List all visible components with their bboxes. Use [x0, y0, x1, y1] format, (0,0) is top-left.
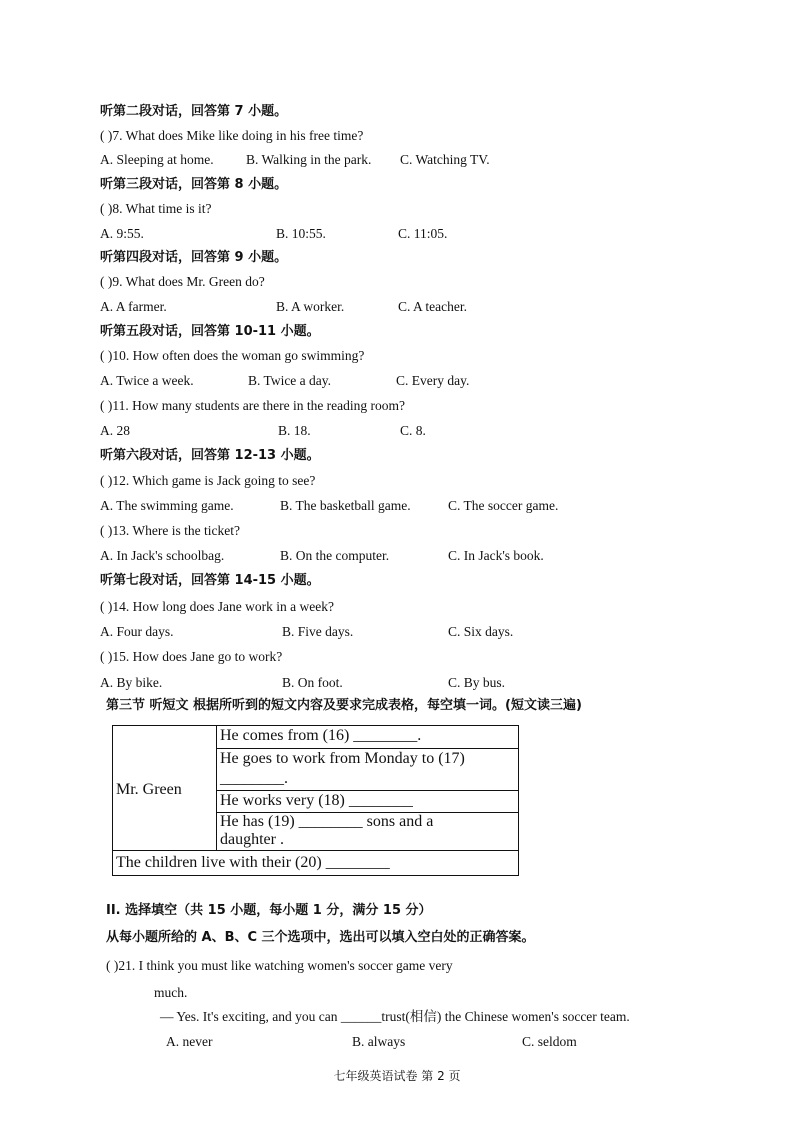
table-name-cell — [113, 726, 217, 850]
part-three-heading: 第三节 听短文 根据所听到的短文内容及要求完成表格，每空填一词。(短文读三遍) — [106, 698, 582, 713]
question-15-option-a: A. By bike. — [100, 675, 163, 690]
table-row-19-text-a: He has (19) ________ sons and a — [220, 813, 434, 830]
question-13-option-c: C. In Jack's book. — [448, 548, 544, 563]
question-21-stem: ( )21. I think you must like watching women's soccer game very — [106, 958, 453, 973]
question-10-option-a: A. Twice a week. — [100, 373, 194, 388]
question-12-stem: ( )12. Which game is Jack going to see? — [100, 473, 316, 488]
question-21-reply: — Yes. It's exciting, and you can ______trust(相信) the Chinese women's soccer team. — [160, 1009, 630, 1024]
table-name: Mr. Green — [116, 781, 182, 798]
table-row-20 — [113, 850, 518, 875]
question-9-option-b: B. A worker. — [276, 299, 345, 314]
question-11-option-a: A. 28 — [100, 423, 130, 438]
section-heading-5: 听第五段对话，回答第 10-11 小题。 — [100, 324, 320, 339]
question-15-stem: ( )15. How does Jane go to work? — [100, 649, 283, 664]
table-row-17-text-a: He goes to work from Monday to (17) — [220, 750, 465, 767]
question-8-stem: ( )8. What time is it? — [100, 201, 212, 216]
question-10-stem: ( )10. How often does the woman go swimming? — [100, 348, 365, 363]
question-10-option-c: C. Every day. — [396, 373, 470, 388]
question-14-option-a: A. Four days. — [100, 624, 174, 639]
question-8-option-a: A. 9:55. — [100, 226, 144, 241]
question-12-option-b: B. The basketball game. — [280, 498, 411, 513]
question-11-stem: ( )11. How many students are there in the reading room? — [100, 398, 406, 413]
question-9-option-a: A. A farmer. — [100, 299, 167, 314]
question-14-option-b: B. Five days. — [282, 624, 354, 639]
question-12-option-c: C. The soccer game. — [448, 498, 559, 513]
question-21-stem-cont: much. — [154, 985, 188, 1000]
question-8-option-c: C. 11:05. — [398, 226, 448, 241]
listening-table — [112, 725, 519, 876]
table-row-18 — [217, 791, 518, 813]
question-7-option-a: A. Sleeping at home. — [100, 152, 214, 167]
part-two-instructions: 从每小题所给的 A、B、C 三个选项中，选出可以填入空白处的正确答案。 — [106, 930, 535, 945]
question-8-option-b: B. 10:55. — [276, 226, 326, 241]
question-12-option-a: A. The swimming game. — [100, 498, 234, 513]
table-row-19-text-b: daughter . — [220, 831, 284, 848]
section-heading-7: 听第七段对话，回答第 14-15 小题。 — [100, 573, 320, 588]
page-footer: 七年级英语试卷 第 2 页 — [333, 1069, 461, 1083]
question-10-option-b: B. Twice a day. — [248, 373, 332, 388]
table-row-16 — [217, 726, 518, 749]
table-row-20-text: The children live with their (20) ________ — [116, 854, 390, 871]
section-heading-6: 听第六段对话，回答第 12-13 小题。 — [100, 448, 320, 463]
section-heading-3: 听第三段对话，回答第 8 小题。 — [100, 177, 288, 192]
table-row-16-text: He comes from (16) ________. — [220, 727, 422, 744]
question-9-option-c: C. A teacher. — [398, 299, 467, 314]
question-21-option-a: A. never — [166, 1034, 213, 1049]
question-15-option-c: C. By bus. — [448, 675, 506, 690]
question-13-option-a: A. In Jack's schoolbag. — [100, 548, 225, 563]
table-row-18-text: He works very (18) ________ — [220, 792, 413, 809]
section-heading-4: 听第四段对话，回答第 9 小题。 — [100, 250, 288, 265]
question-7-option-b: B. Walking in the park. — [246, 152, 372, 167]
question-7-stem: ( )7. What does Mike like doing in his free time? — [100, 128, 364, 143]
part-two-heading: II. 选择填空（共 15 小题，每小题 1 分，满分 15 分） — [106, 903, 432, 918]
question-11-option-b: B. 18. — [278, 423, 311, 438]
question-21-option-c: C. seldom — [522, 1034, 577, 1049]
question-13-stem: ( )13. Where is the ticket? — [100, 523, 240, 538]
question-14-stem: ( )14. How long does Jane work in a week? — [100, 599, 334, 614]
question-11-option-c: C. 8. — [400, 423, 426, 438]
question-15-option-b: B. On foot. — [282, 675, 343, 690]
question-9-stem: ( )9. What does Mr. Green do? — [100, 274, 265, 289]
table-row-17 — [217, 749, 518, 791]
question-7-option-c: C. Watching TV. — [400, 152, 490, 167]
question-14-option-c: C. Six days. — [448, 624, 514, 639]
table-row-19 — [217, 813, 518, 850]
section-heading-2: 听第二段对话，回答第 7 小题。 — [100, 104, 288, 119]
table-row-17-text-b: ________. — [220, 770, 288, 787]
question-13-option-b: B. On the computer. — [280, 548, 390, 563]
question-21-option-b: B. always — [352, 1034, 406, 1049]
